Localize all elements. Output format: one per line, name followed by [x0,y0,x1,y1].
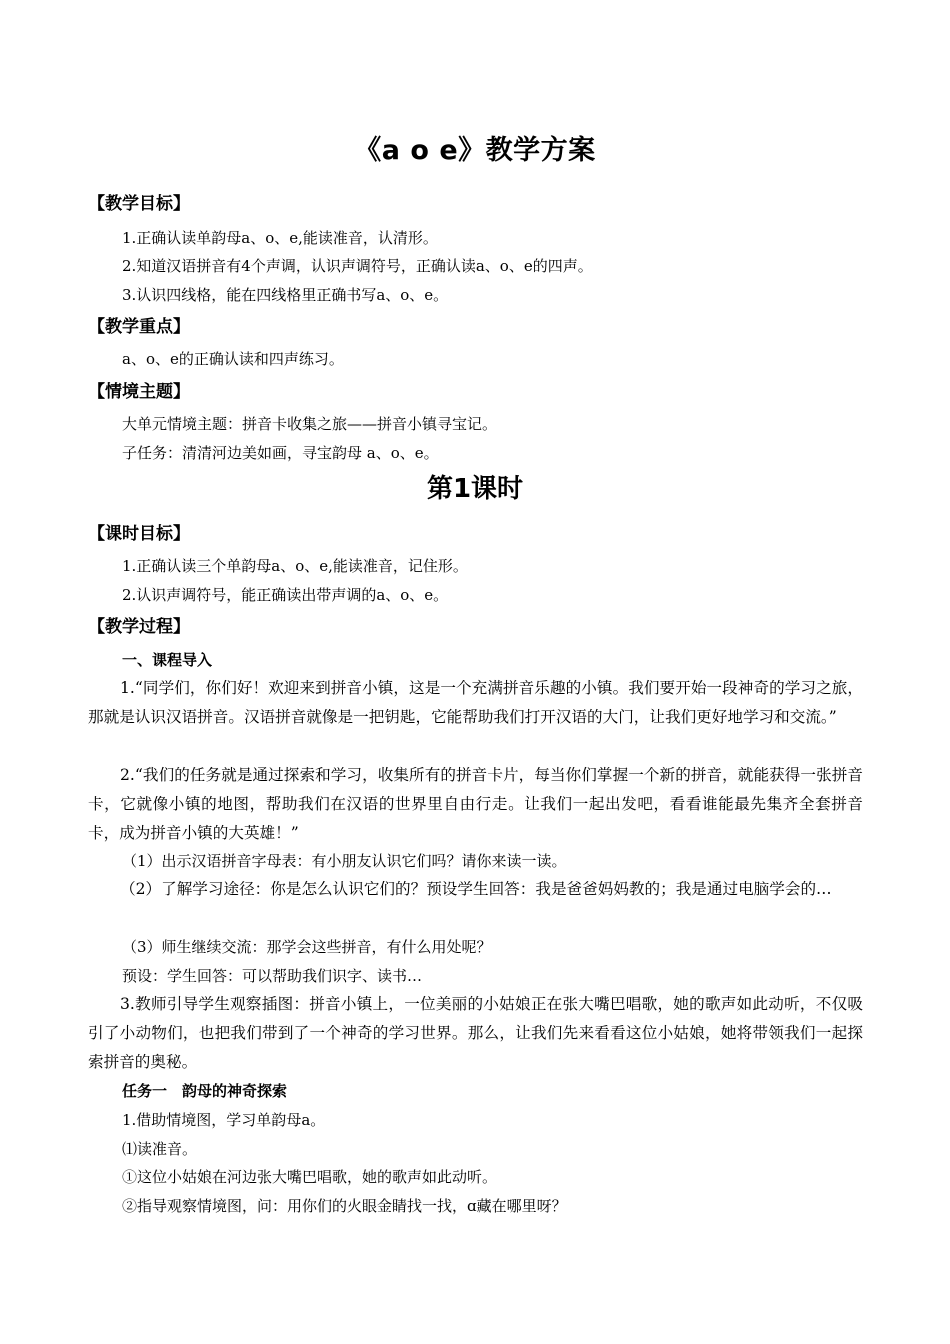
process-preset: 预设：学生回答：可以帮助我们识字、读书… [122,967,423,985]
goal-line: 3.认识四线格，能在四线格里正确书写a、o、e。 [122,286,449,304]
key-point-line: a、o、e的正确认读和四声练习。 [122,350,344,368]
theme-line: 子任务：清清河边美如画，寻宝韵母 a、o、e。 [122,444,439,462]
section-heading-goals: 【教学目标】 [88,194,190,214]
intro-paragraph-1: 1.“同学们，你们好！欢迎来到拼音小镇，这是一个充满拼音乐趣的小镇。我们要开始一段神奇的学习之旅，那就是认识汉语拼音。汉语拼音就像是一把钥匙，它能帮助我们打开汉语的大门，让我们更好地学习和交流。” [88,679,863,726]
process-item: （1）出示汉语拼音字母表：有小朋友认识它们吗？请你来读一读。 [122,852,567,870]
task-line: 1.借助情境图，学习单韵母a。 [122,1111,326,1129]
lesson-goal-line: 2.认识声调符号，能正确读出带声调的a、o、e。 [122,586,449,604]
section-heading-key-points: 【教学重点】 [88,317,190,337]
lesson-heading-process: 【教学过程】 [88,617,190,637]
intro-paragraph-3: 3.教师引导学生观察插图：拼音小镇上，一位美丽的小姑娘正在张大嘴巴唱歌，她的歌声如此动听，不仅吸引了小动物们，也把我们带到了一个神奇的学习世界。那么，让我们先来看看这位小姑娘，她将带领我们一起探索拼音的奥秘。 [88,995,863,1071]
process-item: （3）师生继续交流：那学会这些拼音，有什么用处呢？ [122,938,492,956]
process-part-heading: 一、课程导入 [122,651,213,669]
section-heading-theme: 【情境主题】 [88,382,190,402]
document-title: 《a o e》教学方案 [354,135,596,166]
goal-line: 2.知道汉语拼音有4个声调，认识声调符号，正确认读a、o、e的四声。 [122,257,593,275]
lesson-heading-goals: 【课时目标】 [88,524,190,544]
task-line: ①这位小姑娘在河边张大嘴巴唱歌，她的歌声如此动听。 [122,1168,498,1186]
lesson-goal-line: 1.正确认读三个单韵母a、o、e,能读准音，记住形。 [122,557,468,575]
task-heading: 任务一 韵母的神奇探索 [122,1082,288,1100]
task-line: ②指导观察情境图，问：用你们的火眼金睛找一找，ɑ藏在哪里呀？ [122,1197,567,1215]
task-line: ⑴读准音。 [122,1140,198,1158]
theme-line: 大单元情境主题：拼音卡收集之旅——拼音小镇寻宝记。 [122,415,498,433]
intro-paragraph-2: 2.“我们的任务就是通过探索和学习，收集所有的拼音卡片，每当你们掌握一个新的拼音，就能获得一张拼音卡，它就像小镇的地图，帮助我们在汉语的世界里自由行走。让我们一起出发吧，看看谁能最先集齐全套拼音卡，成为拼音小镇的大英雄！” [88,766,863,842]
lesson-title: 第1课时 [426,474,524,504]
process-item: （2）了解学习途径：你是怎么认识它们的？预设学生回答：我是爸爸妈妈教的；我是通过电脑学会的… [120,880,832,898]
goal-line: 1.正确认读单韵母a、o、e,能读准音，认清形。 [122,229,438,247]
